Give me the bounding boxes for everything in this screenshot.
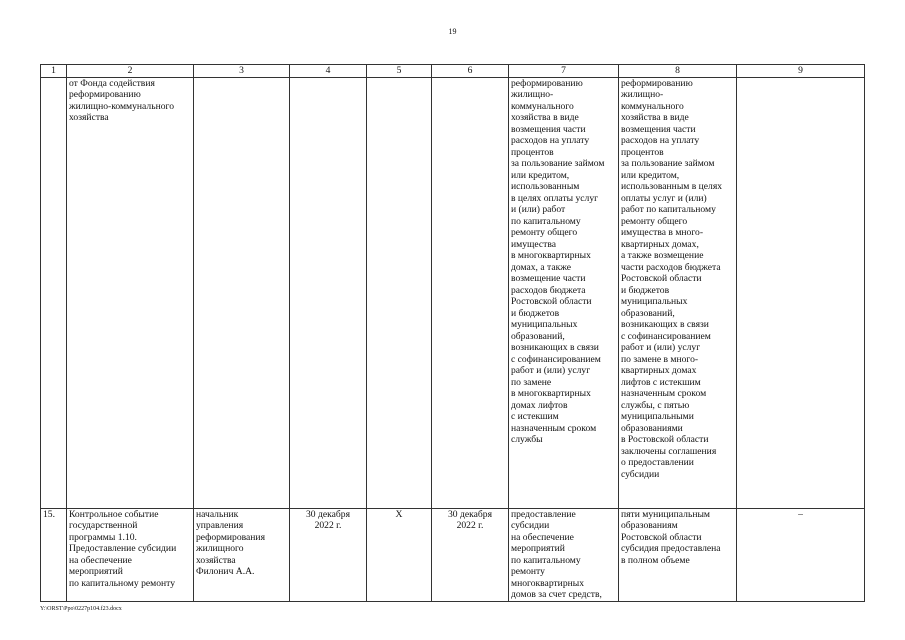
row-number-cell (41, 77, 67, 508)
column-header: 9 (737, 65, 865, 78)
table-row-15 (41, 508, 865, 601)
planned-date-cell (290, 77, 367, 508)
event-name-cell: от Фонда содействия реформированию жилищно-коммунального хозяйства (67, 77, 194, 508)
completion-date-cell: 30 декабря 2022 г. (432, 508, 509, 601)
notes-cell (737, 77, 865, 508)
responsible-cell: начальник управления реформирования жилищного хозяйства Филонич А.А. (194, 508, 290, 601)
table-row-continuation (41, 77, 865, 508)
report-table (40, 64, 865, 602)
actual-result-cell: реформированию жилищно- коммунального хозяйства в виде возмещения части расходов на уплату процентов за пользование займом или кредитом, использованным в целях оплаты услуг и (или) работ по капитальному ремонту общего имущества в много- квартирных домах, а также возмещение части расходов бюджета Ростовской области и бюджетов муниципальных образований, возникающих в связи с софинансированием работ и (или) услуг по замене в много- квартирных домах лифтов с истекшим назначенным сроком службы, с пятью муниципальными образованиями в Ростовской области заключены соглашения о предоставлении субсидии (619, 77, 737, 508)
column-number-row (41, 65, 865, 78)
column-header: 1 (41, 65, 67, 78)
event-name-cell: Контрольное событие государственной программы 1.10. Предоставление субсидии на обеспечение мероприятий по капитальному ремонту (67, 508, 194, 601)
column-header: 6 (432, 65, 509, 78)
notes-cell: – (737, 508, 865, 601)
planned-result-cell: предоставление субсидии на обеспечение мероприятий по капитальному ремонту многоквартирных домов за счет средств, (509, 508, 619, 601)
planned-date-cell: 30 декабря 2022 г. (290, 508, 367, 601)
column-header: 4 (290, 65, 367, 78)
row-number-cell: 15. (41, 508, 67, 601)
column-header: 5 (367, 65, 432, 78)
column-header: 2 (67, 65, 194, 78)
page-number: 19 (448, 27, 457, 36)
planned-result-cell: реформированию жилищно- коммунального хозяйства в виде возмещения части расходов на уплату процентов за пользование займом или кредитом, использованным в целях оплаты услуг и (или) работ по капитальному ремонту общего имущества в многоквартирных домах, а также возмещение части расходов бюджета Ростовской области и бюджетов муниципальных образований, возникающих в связи с софинансированием работ и (или) услуг по замене в многоквартирных домах лифтов с истекшим назначенным сроком службы (509, 77, 619, 508)
column-header: 8 (619, 65, 737, 78)
column-header: 3 (194, 65, 290, 78)
actual-date-cell: Х (367, 508, 432, 601)
completion-date-cell (432, 77, 509, 508)
responsible-cell (194, 77, 290, 508)
actual-result-cell: пяти муниципальным образованиям Ростовской области субсидия предоставлена в полном объеме (619, 508, 737, 601)
column-header: 7 (509, 65, 619, 78)
actual-date-cell (367, 77, 432, 508)
footer-file-path: Y:\ORST\Ppo\0227p104.f23.docx (40, 606, 122, 612)
